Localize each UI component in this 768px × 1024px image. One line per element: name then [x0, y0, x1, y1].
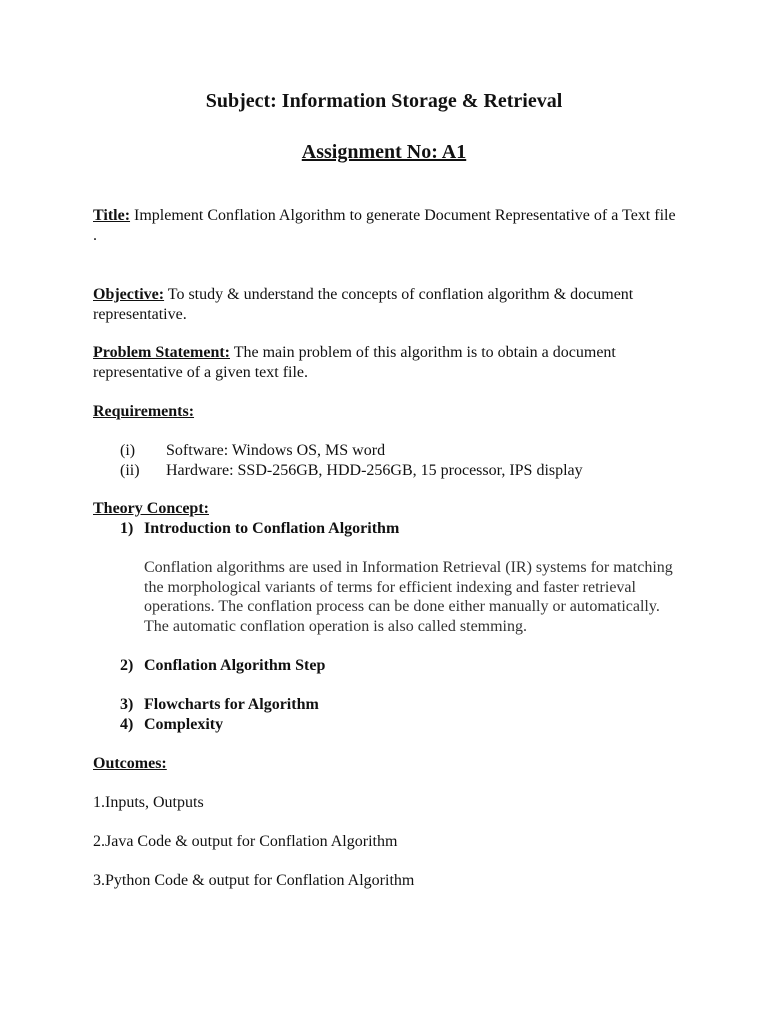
objective-label: Objective:	[93, 286, 165, 303]
outcomes-label: Outcomes:	[93, 755, 167, 772]
requirement-number: (i)	[120, 442, 136, 459]
theory-topic	[120, 519, 399, 539]
theory-topic	[120, 715, 223, 735]
problem-statement-section	[93, 343, 683, 383]
theory-topic	[120, 695, 319, 715]
problem-statement-label: Problem Statement:	[93, 344, 230, 361]
outcome-item: 2.Java Code & output for Conflation Algorithm	[93, 833, 398, 850]
requirement-text: Hardware: SSD-256GB, HDD-256GB, 15 processor, IPS display	[166, 462, 583, 479]
assignment-heading: Assignment No: A1	[301, 141, 467, 163]
topic-text: Conflation Algorithm Step	[144, 657, 326, 674]
title-section	[93, 206, 683, 246]
objective-section	[93, 285, 683, 325]
objective-text: To study & understand the concepts of conflation algorithm & document representative.	[93, 286, 634, 323]
requirement-number: (ii)	[120, 462, 140, 479]
subject-heading: Subject: Information Storage & Retrieval	[205, 90, 563, 112]
title-text: Implement Conflation Algorithm to generate Document Representative of a Text file .	[93, 207, 676, 244]
conflation-intro-paragraph: Conflation algorithms are used in Information Retrieval (IR) systems for matching the morphological variants of terms for efficient indexing and faster retrieval operations. The conflation process can be done either manually or automatically. The automatic conflation operation is also called stemming.	[144, 559, 673, 635]
theory-concept-label: Theory Concept:	[93, 500, 209, 517]
topic-text: Flowcharts for Algorithm	[144, 696, 319, 713]
requirement-item	[120, 441, 385, 461]
title-label: Title:	[93, 207, 131, 224]
requirement-text: Software: Windows OS, MS word	[166, 442, 386, 459]
topic-number: 4)	[120, 716, 134, 733]
topic-text: Introduction to Conflation Algorithm	[144, 520, 400, 537]
outcome-item: 1.Inputs, Outputs	[93, 794, 204, 811]
topic-text: Complexity	[144, 716, 224, 733]
topic-number: 3)	[120, 696, 134, 713]
topic-number: 2)	[120, 657, 134, 674]
theory-topic	[120, 656, 325, 676]
problem-statement-text: The main problem of this algorithm is to obtain a document representative of a given text file.	[93, 344, 616, 381]
requirement-item	[120, 461, 583, 481]
requirements-label: Requirements:	[93, 403, 195, 420]
topic-number: 1)	[120, 520, 134, 537]
outcome-item: 3.Python Code & output for Conflation Algorithm	[93, 872, 415, 889]
